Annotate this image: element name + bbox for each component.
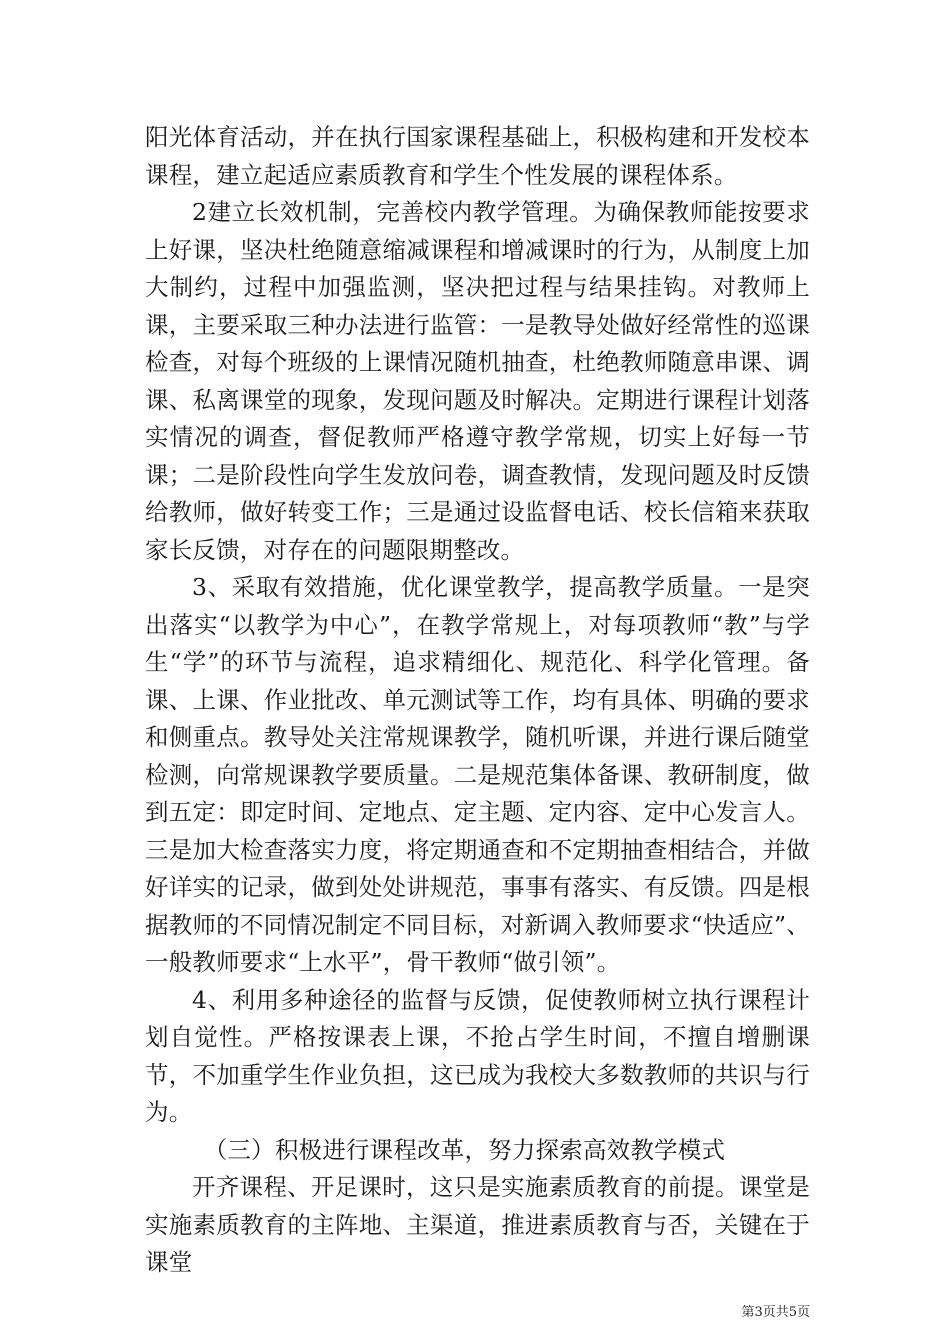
section-heading-3: （三）积极进行课程改革，努力探索高效教学模式 <box>203 1135 726 1164</box>
paragraph-item-4: 4、利用多种途径的监督与反馈，促使教师树立执行课程计划自觉性。严格按课表上课，不抢占学生时间，不擅自增删课节，不加重学生作业负担，这已成为我校大多数教师的共识与行为。 <box>145 985 810 1126</box>
paragraph-item-3: 3、采取有效措施，优化课堂教学，提高教学质量。一是突出落实“以教学为中心”，在教学常规上，对每项教师“教”与学生“学”的环节与流程，追求精细化、规范化、科学化管理。备课、上课、作业批改、单元测试等工作，均有具体、明确的要求和侧重点。教导处关注常规课教学，随机听课，并进行课后随堂检测，向常规课教学要质量。二是规范集体备课、教研制度，做到五定：即定时间、定地点、定主题、定内容、定中心发言人。三是加大检查落实力度，将定期通查和不定期抽查相结合，并做好详实的记录，做到处处讲规范，事事有落实、有反馈。四是根据教师的不同情况制定不同目标，对新调入教师要求“快适应”、一般教师要求“上水平”，骨干教师“做引领”。 <box>145 573 810 976</box>
paragraph-continuation: 阳光体育活动，并在执行国家课程基础上，积极构建和开发校本课程，建立起适应素质教育和学生个性发展的课程体系。 <box>145 123 810 189</box>
paragraph-intro: 开齐课程、开足课时，这只是实施素质教育的前提。课堂是实施素质教育的主阵地、主渠道，推进素质教育与否，关键在于课堂 <box>145 1173 810 1276</box>
page-number: 第3页共5页 <box>741 1305 810 1320</box>
document-body <box>145 119 810 1282</box>
paragraph-item-2: 2建立长效机制，完善校内教学管理。为确保教师能按要求上好课，坚决杜绝随意缩减课程和增减课时的行为，从制度上加大制约，过程中加强监测，坚决把过程与结果挂钩。对教师上课，主要采取三种办法进行监管：一是教导处做好经常性的巡课检查，对每个班级的上课情况随机抽查，杜绝教师随意串课、调课、私离课堂的现象，发现问题及时解决。定期进行课程计划落实情况的调查，督促教师严格遵守教学常规，切实上好每一节课；二是阶段性向学生发放问卷，调查教情，发现问题及时反馈给教师，做好转变工作；三是通过设监督电话、校长信箱来获取家长反馈，对存在的问题限期整改。 <box>145 198 810 564</box>
